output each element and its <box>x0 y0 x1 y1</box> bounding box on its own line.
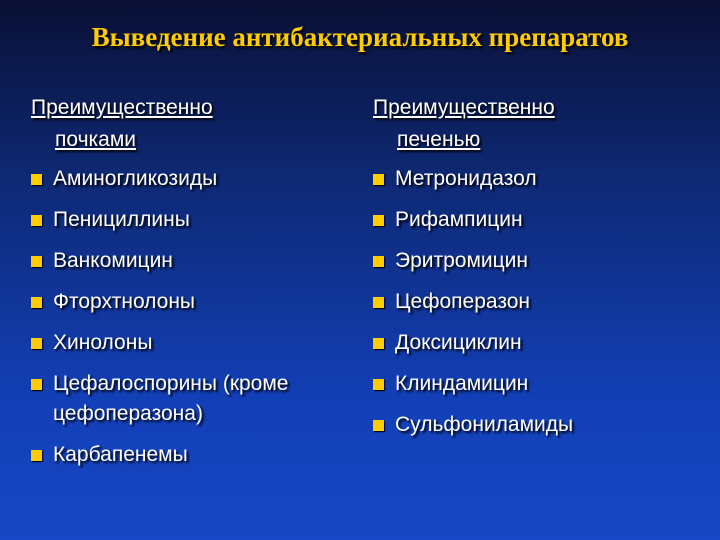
list-item-label: Клиндамицин <box>395 372 529 395</box>
list-item-label: Ванкомицин <box>53 249 173 272</box>
square-bullet-icon <box>31 256 42 267</box>
list-item-label: Метронидазол <box>395 167 537 190</box>
square-bullet-icon <box>31 215 42 226</box>
list-item <box>373 205 693 235</box>
list-item-label: Эритромицин <box>395 249 529 272</box>
square-bullet-icon <box>373 338 384 349</box>
square-bullet-icon <box>373 297 384 308</box>
list-item-label: Фторхтнолоны <box>53 290 196 313</box>
right-list <box>373 164 693 440</box>
list-item <box>31 205 361 235</box>
list-item <box>31 328 361 358</box>
list-item <box>373 246 693 276</box>
list-item-label: Цефалоспорины (кроме цефоперазона) <box>53 372 289 425</box>
square-bullet-icon <box>31 174 42 185</box>
slide-title: Выведение антибактериальных препаратов <box>91 22 629 52</box>
list-item-label: Цефоперазон <box>395 290 531 313</box>
list-item <box>373 369 693 399</box>
left-list <box>31 164 361 470</box>
square-bullet-icon <box>31 297 42 308</box>
list-item <box>31 287 361 317</box>
list-item <box>373 410 693 440</box>
square-bullet-icon <box>373 420 384 431</box>
left-column-heading <box>31 92 361 156</box>
list-item-label: Сульфониламиды <box>395 413 574 436</box>
list-item <box>31 246 361 276</box>
list-item-label: Хинолоны <box>53 331 153 354</box>
list-item <box>373 164 693 194</box>
list-item-label: Карбапенемы <box>53 443 188 466</box>
list-item <box>31 369 361 429</box>
square-bullet-icon <box>373 215 384 226</box>
list-item <box>31 440 361 470</box>
square-bullet-icon <box>373 256 384 267</box>
left-heading-line2: почками <box>55 128 137 151</box>
square-bullet-icon <box>31 338 42 349</box>
square-bullet-icon <box>373 174 384 185</box>
list-item <box>373 328 693 358</box>
list-item <box>31 164 361 194</box>
right-heading-line1: Преимущественно <box>373 96 555 119</box>
square-bullet-icon <box>373 379 384 390</box>
list-item-label: Аминогликозиды <box>53 167 218 190</box>
list-item-label: Рифампицин <box>395 208 523 231</box>
square-bullet-icon <box>31 450 42 461</box>
right-column <box>373 92 693 451</box>
list-item-label: Пенициллины <box>53 208 190 231</box>
right-column-heading <box>373 92 693 156</box>
left-column <box>31 92 361 481</box>
square-bullet-icon <box>31 379 42 390</box>
left-heading-line1: Преимущественно <box>31 96 213 119</box>
right-heading-line2: печенью <box>397 128 481 151</box>
list-item <box>373 287 693 317</box>
list-item-label: Доксициклин <box>395 331 522 354</box>
